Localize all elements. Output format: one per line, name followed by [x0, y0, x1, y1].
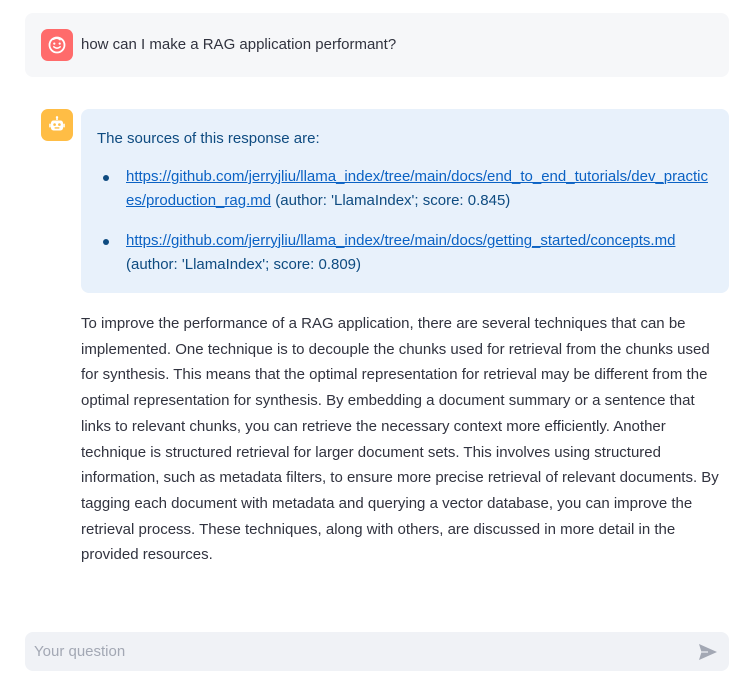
smiley-face-icon — [41, 29, 73, 61]
source-link[interactable]: https://github.com/jerryjliu/llama_index/tree/main/docs/getting_started/concepts.md — [126, 232, 676, 249]
sources-info-box — [81, 109, 729, 293]
robot-icon — [41, 109, 73, 141]
chat-input-bar — [25, 632, 729, 671]
source-list-item — [126, 229, 716, 277]
bullet-icon — [103, 239, 109, 245]
source-link[interactable]: https://github.com/jerryjliu/llama_index/tree/main/docs/end_to_end_tutorials/dev_practices/production_rag.md — [126, 168, 708, 209]
source-meta: (author: 'LlamaIndex'; score: 0.845) — [275, 192, 511, 209]
user-message — [25, 13, 729, 77]
send-arrow-icon — [698, 643, 718, 661]
assistant-answer-text: To improve the performance of a RAG application, there are several techniques that can be implemented. One technique is to decouple the chunks used for retrieval from the chunks used for synthesis. This means that the optimal representation for retrieval may be different from the optimal representation for synthesis. By embedding a document summary or a sentence that links to relevant chunks, you can retrieve the necessary context more efficiently. Another technique is structured retrieval for larger document sets. This involves using structured information, such as metadata filters, to ensure more precise retrieval of relevant documents. By tagging each document with metadata and querying a vector database, you can improve the retrieval process. These techniques, along with others, are discussed in more detail in the provided resources. — [81, 315, 719, 564]
source-meta: (author: 'LlamaIndex'; score: 0.809) — [126, 256, 362, 273]
user-message-text: how can I make a RAG application performant? — [81, 36, 397, 53]
bullet-icon — [103, 175, 109, 181]
send-button[interactable] — [697, 641, 719, 663]
sources-intro: The sources of this response are: — [97, 130, 320, 147]
question-input[interactable] — [25, 632, 685, 671]
source-list-item — [126, 165, 716, 213]
